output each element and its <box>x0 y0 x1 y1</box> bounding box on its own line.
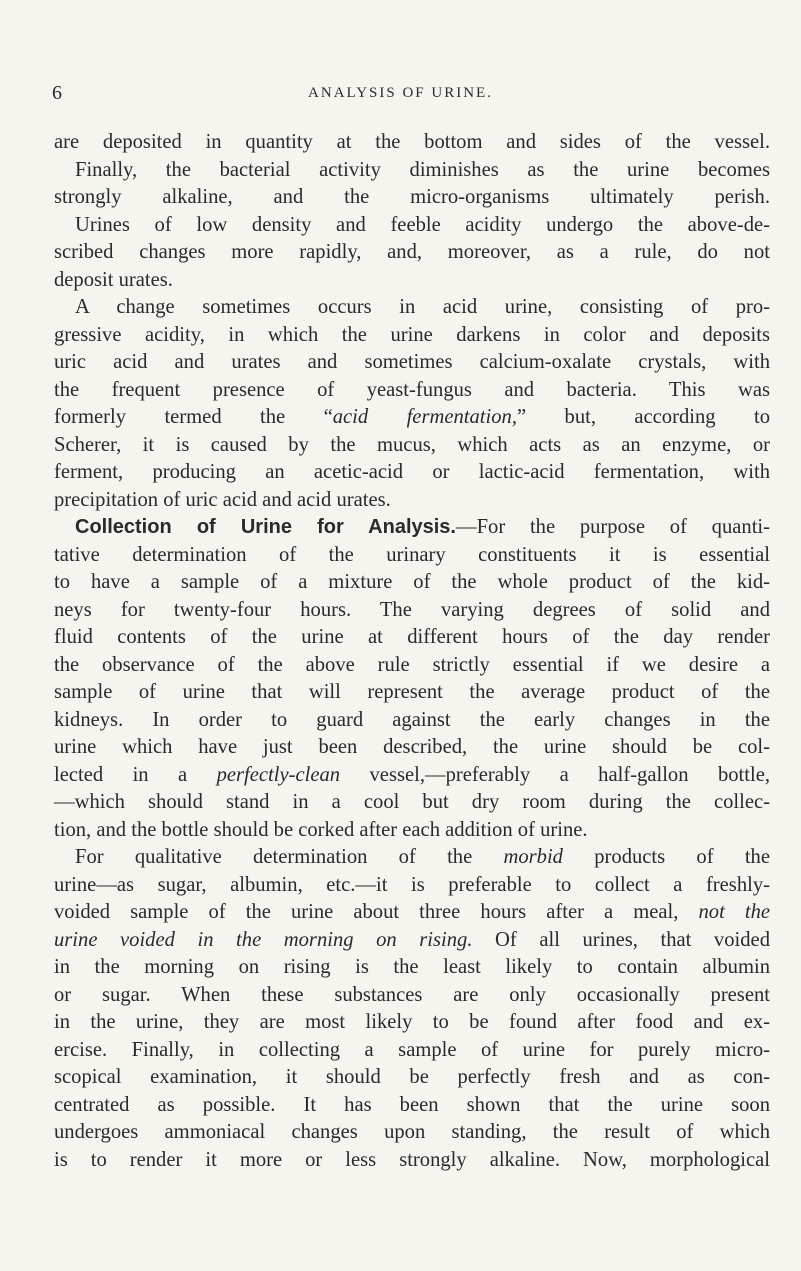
text-line <box>54 1009 770 1037</box>
text-line <box>54 1092 770 1120</box>
text-line <box>54 157 770 185</box>
text-line <box>54 184 770 212</box>
text-line <box>54 487 770 515</box>
text-line <box>54 212 770 240</box>
text-run: in the morning on rising is the least likely to contain albumin <box>54 956 770 978</box>
text-run: products of the <box>562 846 770 868</box>
text-run: fluid contents of the urine at different hours of the day render <box>54 626 770 648</box>
text-run: gressive acidity, in which the urine darkens in color and deposits <box>54 323 770 346</box>
text-line <box>54 789 770 817</box>
text-run: urine which have just been described, the urine should be col- <box>54 736 770 758</box>
text-line <box>54 954 770 982</box>
text-run: is to render it more or less strongly alkaline. Now, morphological <box>54 1148 770 1171</box>
text-run: are deposited in quantity at the bottom and sides of the vessel. <box>54 131 770 153</box>
text-line <box>54 404 770 432</box>
text-line <box>54 762 770 790</box>
text-run: neys for twenty-four hours. The varying degrees of solid and <box>54 598 770 621</box>
text-line <box>54 267 770 295</box>
text-run: —which should stand in a cool but dry room during the collec- <box>54 791 770 813</box>
text-line <box>54 707 770 735</box>
text-line <box>54 514 770 542</box>
text-run: vessel,—preferably a half-gallon bottle, <box>340 763 770 786</box>
text-run: uric acid and urates and sometimes calcium-oxalate crystals, with <box>54 351 770 373</box>
text-line <box>54 1119 770 1147</box>
text-line <box>54 597 770 625</box>
text-run: the frequent presence of yeast-fungus and bacteria. This was <box>54 378 770 401</box>
text-line <box>54 982 770 1010</box>
page-header <box>0 82 801 112</box>
italic-text: not the <box>698 901 771 923</box>
text-run: undergoes ammoniacal changes upon standing, the result of which <box>54 1121 770 1143</box>
text-line <box>54 459 770 487</box>
text-run: Urines of low density and feeble acidity undergo the above-de- <box>75 213 770 236</box>
section-heading: Collection of Urine for Analysis. <box>75 516 456 538</box>
text-run: voided sample of the urine about three hours after a meal, <box>54 901 699 923</box>
body-text <box>54 129 770 1174</box>
text-line <box>54 927 770 955</box>
text-line <box>54 679 770 707</box>
running-head: ANALYSIS OF URINE. <box>308 85 493 101</box>
italic-text: morbid <box>503 846 563 868</box>
italic-text: acid fermentation, <box>332 406 517 428</box>
text-run: centrated as possible. It has been shown that the urine soon <box>54 1093 770 1116</box>
text-run: formerly termed the “ <box>54 406 333 428</box>
text-run: scopical examination, it should be perfectly fresh and as con- <box>54 1066 770 1088</box>
text-line <box>54 1037 770 1065</box>
text-line <box>54 899 770 927</box>
text-run: or sugar. When these substances are only occasionally present <box>54 983 770 1006</box>
text-run: Finally, the bacterial activity diminishes as the urine becomes <box>75 158 770 181</box>
text-run: For qualitative determination of the <box>75 846 504 868</box>
text-run: ercise. Finally, in collecting a sample of urine for purely micro- <box>54 1038 770 1061</box>
text-line <box>54 652 770 680</box>
text-run: tative determination of the urinary constituents it is essential <box>54 543 770 566</box>
text-run: scribed changes more rapidly, and, moreover, as a rule, do not <box>54 241 770 263</box>
text-line <box>54 734 770 762</box>
text-line <box>54 1147 770 1175</box>
text-run: tion, and the bottle should be corked after each addition of urine. <box>54 818 588 841</box>
text-line <box>54 872 770 900</box>
text-line <box>54 844 770 872</box>
italic-text: perfectly-clean <box>216 763 341 786</box>
text-line <box>54 377 770 405</box>
italic-text: urine voided in the morning on rising. <box>54 928 473 951</box>
text-run: sample of urine that will represent the average product of the <box>54 681 770 703</box>
text-run: lected in a <box>54 763 217 786</box>
text-line <box>54 1064 770 1092</box>
text-line <box>54 129 770 157</box>
text-run: A change sometimes occurs in acid urine, consisting of pro- <box>75 296 770 318</box>
text-run: ” but, according to <box>516 406 770 428</box>
text-line <box>54 322 770 350</box>
text-run: precipitation of uric acid and acid urates. <box>54 488 391 511</box>
text-line <box>54 432 770 460</box>
text-run: Of all urines, that voided <box>472 928 770 951</box>
text-line <box>54 569 770 597</box>
text-run: urine—as sugar, albumin, etc.—it is preferable to collect a freshly- <box>54 873 770 896</box>
text-run: strongly alkaline, and the micro-organisms ultimately perish. <box>54 186 770 208</box>
text-run: deposit urates. <box>54 268 173 291</box>
text-run: kidneys. In order to guard against the early changes in the <box>54 708 770 731</box>
text-line <box>54 542 770 570</box>
text-line <box>54 817 770 845</box>
text-line <box>54 239 770 267</box>
text-run: Scherer, it is caused by the mucus, which acts as an enzyme, or <box>54 433 770 456</box>
text-line <box>54 624 770 652</box>
text-line <box>54 349 770 377</box>
text-run: the observance of the above rule strictly essential if we desire a <box>54 653 770 676</box>
text-run: ferment, producing an acetic-acid or lactic-acid fermentation, with <box>54 461 770 483</box>
text-run: in the urine, they are most likely to be found after food and ex- <box>54 1011 770 1033</box>
text-run: to have a sample of a mixture of the whole product of the kid- <box>54 571 770 593</box>
text-line <box>54 294 770 322</box>
text-run: —For the purpose of quanti- <box>456 516 770 538</box>
page-number: 6 <box>52 82 63 104</box>
